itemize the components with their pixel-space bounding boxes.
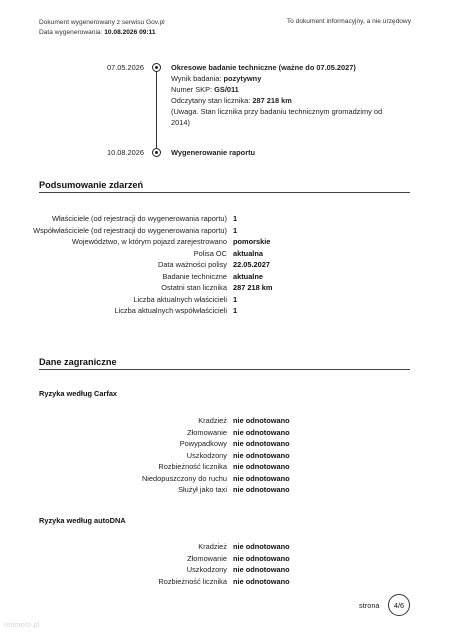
disclaimer-text: To dokument informacyjny, a nie urzędowy xyxy=(286,18,411,25)
event-note: (Uwaga. Stan licznika przy badaniu technicznym gromadzimy od 2014) xyxy=(171,107,383,127)
risk-row: Służył jako taxi nie odnotowano xyxy=(178,485,290,494)
risk-row: Złomowanie nie odnotowano xyxy=(187,427,290,437)
summary-row: Data ważności polisy 22.05.2027 xyxy=(157,260,270,269)
autodna-table xyxy=(0,541,451,587)
timeline-event xyxy=(171,62,401,128)
event-line: Wynik badania: pozytywny xyxy=(171,74,262,83)
timeline-event xyxy=(171,147,401,158)
summary-row: Ostatni stan licznika 287 218 km xyxy=(161,283,273,292)
document-header xyxy=(39,18,165,38)
summary-row: Właściciele (od rejestracji do wygenerowania raportu) 1 xyxy=(52,214,238,223)
risk-row: Kradzież nie odnotowano xyxy=(198,416,290,425)
risk-row: Złomowanie nie odnotowano xyxy=(187,553,290,563)
summary-row: Liczba aktualnych właścicieli 1 xyxy=(133,294,238,304)
generated-label: Data wygenerowania: xyxy=(39,28,103,36)
risk-row: Powypadkowy nie odnotowano xyxy=(179,439,290,448)
event-line: Numer SKP: GS/011 xyxy=(171,85,239,94)
timeline-dot-icon xyxy=(152,148,161,157)
carfax-title: Ryzyka według Carfax xyxy=(39,389,118,398)
risk-row: Niedopuszczony do ruchu nie odnotowano xyxy=(141,473,290,483)
risk-row: Uszkodzony nie odnotowano xyxy=(186,450,290,460)
summary-title: Podsumowanie zdarzeń xyxy=(39,180,144,190)
risk-row: Rozbieżność licznika nie odnotowano xyxy=(158,462,290,471)
generated-date xyxy=(39,28,165,38)
event-line: Odczytany stan licznika: 287 218 km xyxy=(171,96,292,105)
page-number-badge: 4/6 xyxy=(388,594,410,616)
timeline-date: 10.08.2026 xyxy=(107,148,144,157)
timeline-dot-icon xyxy=(152,63,161,72)
risk-row: Rozbieżność licznika nie odnotowano xyxy=(158,576,290,586)
summary-row: Liczba aktualnych współwłaścicieli 1 xyxy=(114,306,238,315)
page-label: strona xyxy=(359,601,380,610)
section-divider xyxy=(39,369,410,370)
summary-row: Województwo, w którym pojazd zarejestrowano pomorskie xyxy=(71,237,271,246)
event-title: Okresowe badanie techniczne (ważne do 07.05.2027) xyxy=(171,63,356,72)
summary-row: Polisa OC aktualna xyxy=(193,248,263,258)
section-divider xyxy=(39,192,410,193)
watermark: otomoto.pl xyxy=(4,622,40,629)
timeline-line xyxy=(156,68,157,153)
timeline-date: 07.05.2026 xyxy=(107,63,144,72)
summary-table xyxy=(0,213,451,317)
risk-row: Kradzież nie odnotowano xyxy=(198,542,290,551)
event-title: Wygenerowanie raportu xyxy=(171,148,256,157)
summary-row: Współwłaściciele (od rejestracji do wygenerowania raportu) 1 xyxy=(33,225,238,235)
source-text: Dokument wygenerowany z serwisu Gov.pl xyxy=(39,19,165,26)
foreign-title: Dane zagraniczne xyxy=(39,357,117,367)
autodna-title: Ryzyka według autoDNA xyxy=(39,516,126,525)
summary-row: Badanie techniczne aktualne xyxy=(162,271,263,281)
carfax-table xyxy=(0,415,451,496)
generated-value: 10.08.2026 09:11 xyxy=(104,28,156,36)
risk-row: Uszkodzony nie odnotowano xyxy=(186,565,290,574)
